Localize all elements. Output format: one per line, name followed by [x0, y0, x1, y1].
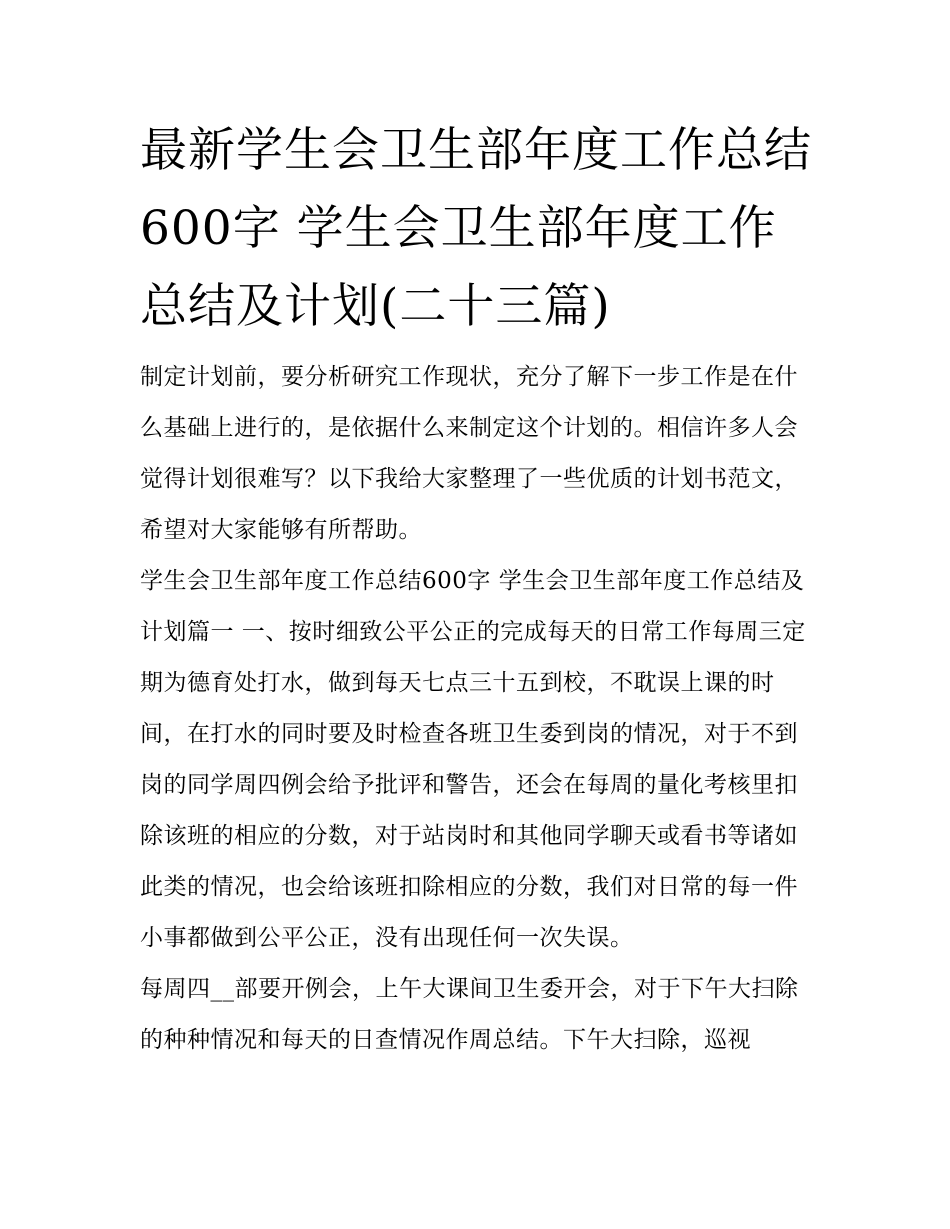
document-body — [140, 112, 820, 1066]
document-title: 最新学生会卫生部年度工作总结600字 学生会卫生部年度工作总结及计划(二十三篇) — [140, 123, 812, 334]
paragraph-intro: 制定计划前，要分析研究工作现状，充分了解下一步工作是在什么基础上进行的，是依据什么来制定这个计划的。相信许多人会觉得计划很难写？以下我给大家整理了一些优质的计划书范文，希望对大家能够有所帮助。 — [140, 364, 798, 543]
paragraph-weekly-meeting: 每周四__部要开例会，上午大课间卫生委开会，对于下午大扫除的种种情况和每天的日查情况作周总结。下午大扫除，巡视 — [140, 976, 799, 1053]
paragraph-section-one: 学生会卫生部年度工作总结600字 学生会卫生部年度工作总结及计划篇一 一、按时细致公平公正的完成每天的日常工作每周三定期为德育处打水，做到每天七点三十五到校，不耽误上课的时间，在打水的同时要及时检查各班卫生委到岗的情况，对于不到岗的同学周四例会给予批评和警告，还会在每周的量化考核里扣除该班的相应的分数，对于站岗时和其他同学聊天或看书等诸如此类的情况，也会给该班扣除相应的分数，我们对日常的每一件小事都做到公平公正，没有出现任何一次失误。 — [140, 568, 806, 951]
